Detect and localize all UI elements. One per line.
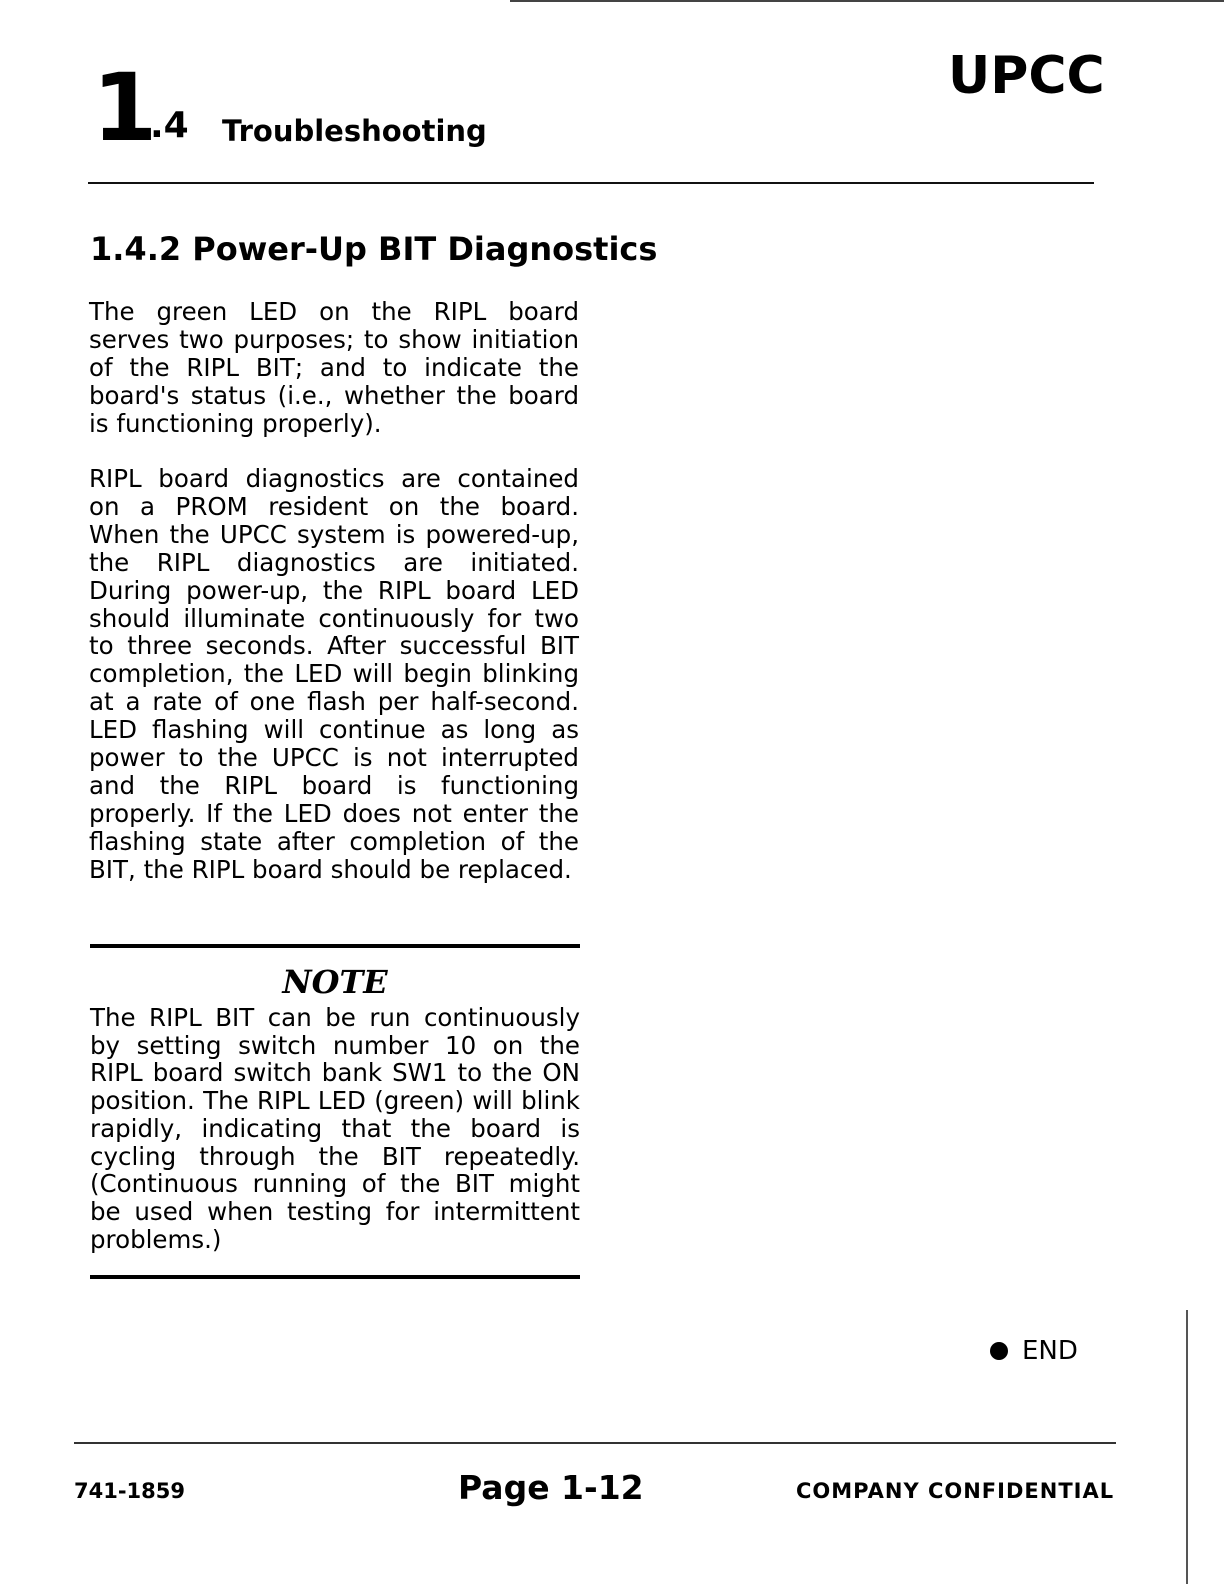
- note-top-rule: [90, 944, 580, 948]
- section-number: .4: [150, 105, 189, 146]
- product-name: UPCC: [948, 46, 1105, 106]
- footer-divider: [74, 1442, 1116, 1444]
- body-paragraph: RIPL board diagnostics are contained on a PROM resident on the board. When the UPCC system is powered-up, the RIPL diagnostics are initiated. During power-up, the RIPL board LED should illuminate continuously for two to three seconds. After successful BIT completion, the LED will begin blinking at a rate of one flash per half-second. LED flashing will continue as long as power to the UPCC is not interrupted and the RIPL board is functioning properly. If the LED does not enter the flashing state after completion of the BIT, the RIPL board should be replaced.: [89, 464, 579, 884]
- chapter-number: 1: [92, 54, 158, 163]
- note-text: The RIPL BIT can be run continuously by setting switch number 10 on the RIPL board switch bank SW1 to the ON position. The RIPL LED (green) will blink rapidly, indicating that the board is cycling through the BIT repeatedly. (Continuous running of the BIT might be used when testing for intermittent problems.): [90, 1003, 580, 1254]
- page-edge-line: [1186, 1310, 1188, 1584]
- note-bottom-rule: [90, 1275, 580, 1279]
- section-title: Troubleshooting: [222, 114, 487, 148]
- header-divider: [88, 182, 1094, 184]
- subsection-heading: 1.4.2 Power-Up BIT Diagnostics: [90, 230, 658, 268]
- bullet-icon: [990, 1342, 1008, 1360]
- end-label: END: [1022, 1336, 1078, 1366]
- body-paragraph: The green LED on the RIPL board serves two purposes; to show initiation of the RIPL BIT; and to indicate the board's status (i.e., whether the board is functioning properly).: [89, 297, 579, 438]
- end-marker: [990, 1338, 1078, 1364]
- document-number: 741-1859: [74, 1479, 185, 1503]
- note-title: NOTE: [282, 963, 388, 1001]
- confidentiality-label: COMPANY CONFIDENTIAL: [796, 1479, 1115, 1503]
- page-number: Page 1-12: [458, 1468, 644, 1507]
- top-edge-rule: [510, 0, 1224, 2]
